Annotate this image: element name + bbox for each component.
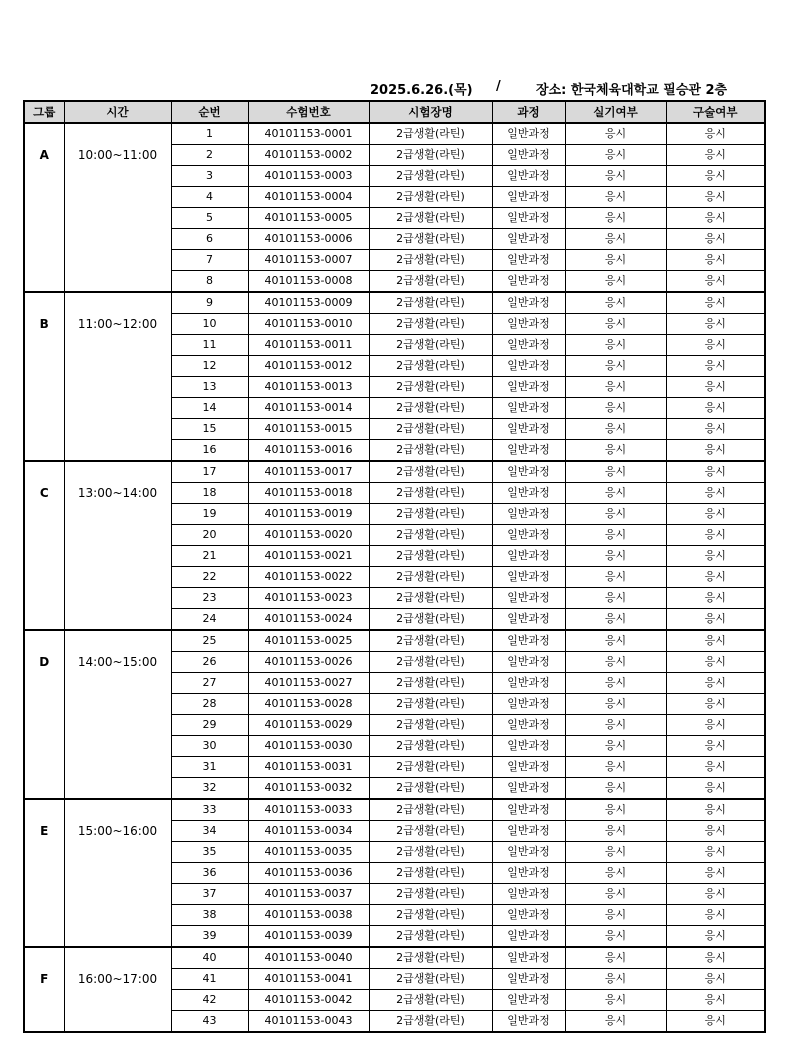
seq-cell: 38 (171, 905, 248, 926)
time-cell: 10:00~11:00 (64, 123, 171, 292)
practical-cell: 응시 (565, 398, 666, 419)
practical-cell: 응시 (565, 609, 666, 631)
seq-cell: 3 (171, 166, 248, 187)
exam-name-cell: 2급생활(라틴) (369, 736, 492, 757)
exam-name-cell: 2급생활(라틴) (369, 356, 492, 377)
oral-cell: 응시 (666, 990, 765, 1011)
exam-number-cell: 40101153-0027 (248, 673, 369, 694)
course-cell: 일반과정 (492, 947, 565, 969)
seq-cell: 9 (171, 292, 248, 314)
oral-cell: 응시 (666, 736, 765, 757)
exam-number-cell: 40101153-0039 (248, 926, 369, 948)
exam-name-cell: 2급생활(라틴) (369, 525, 492, 546)
course-cell: 일반과정 (492, 821, 565, 842)
practical-cell: 응시 (565, 652, 666, 673)
exam-number-cell: 40101153-0029 (248, 715, 369, 736)
group-cell: B (24, 292, 64, 461)
exam-number-cell: 40101153-0009 (248, 292, 369, 314)
practical-cell: 응시 (565, 778, 666, 800)
exam-number-cell: 40101153-0011 (248, 335, 369, 356)
seq-cell: 8 (171, 271, 248, 293)
oral-cell: 응시 (666, 609, 765, 631)
seq-cell: 12 (171, 356, 248, 377)
seq-cell: 14 (171, 398, 248, 419)
practical-cell: 응시 (565, 356, 666, 377)
exam-name-cell: 2급생활(라틴) (369, 440, 492, 462)
practical-cell: 응시 (565, 123, 666, 145)
exam-number-cell: 40101153-0037 (248, 884, 369, 905)
practical-cell: 응시 (565, 588, 666, 609)
course-cell: 일반과정 (492, 863, 565, 884)
exam-number-cell: 40101153-0043 (248, 1011, 369, 1033)
exam-number-cell: 40101153-0036 (248, 863, 369, 884)
exam-number-cell: 40101153-0020 (248, 525, 369, 546)
course-cell: 일반과정 (492, 145, 565, 166)
exam-number-cell: 40101153-0016 (248, 440, 369, 462)
practical-cell: 응시 (565, 208, 666, 229)
exam-name-cell: 2급생활(라틴) (369, 715, 492, 736)
oral-cell: 응시 (666, 145, 765, 166)
seq-cell: 4 (171, 187, 248, 208)
practical-cell: 응시 (565, 715, 666, 736)
oral-cell: 응시 (666, 757, 765, 778)
table-row (24, 799, 765, 821)
exam-number-cell: 40101153-0017 (248, 461, 369, 483)
exam-number-cell: 40101153-0006 (248, 229, 369, 250)
exam-number-cell: 40101153-0002 (248, 145, 369, 166)
seq-cell: 1 (171, 123, 248, 145)
exam-name-cell: 2급생활(라틴) (369, 314, 492, 335)
exam-name-cell: 2급생활(라틴) (369, 630, 492, 652)
exam-name-cell: 2급생활(라틴) (369, 821, 492, 842)
exam-name-cell: 2급생활(라틴) (369, 842, 492, 863)
course-cell: 일반과정 (492, 187, 565, 208)
oral-cell: 응시 (666, 969, 765, 990)
exam-name-cell: 2급생활(라틴) (369, 757, 492, 778)
course-cell: 일반과정 (492, 842, 565, 863)
oral-cell: 응시 (666, 884, 765, 905)
course-cell: 일반과정 (492, 483, 565, 504)
oral-cell: 응시 (666, 715, 765, 736)
exam-name-cell: 2급생활(라틴) (369, 546, 492, 567)
exam-name-cell: 2급생활(라틴) (369, 567, 492, 588)
practical-cell: 응시 (565, 757, 666, 778)
exam-number-cell: 40101153-0014 (248, 398, 369, 419)
exam-number-cell: 40101153-0035 (248, 842, 369, 863)
course-cell: 일반과정 (492, 377, 565, 398)
exam-name-cell: 2급생활(라틴) (369, 694, 492, 715)
practical-cell: 응시 (565, 821, 666, 842)
seq-cell: 2 (171, 145, 248, 166)
col-header-group: 그룹 (24, 101, 64, 123)
oral-cell: 응시 (666, 208, 765, 229)
exam-name-cell: 2급생활(라틴) (369, 377, 492, 398)
exam-name-cell: 2급생활(라틴) (369, 990, 492, 1011)
oral-cell: 응시 (666, 525, 765, 546)
exam-number-cell: 40101153-0008 (248, 271, 369, 293)
seq-cell: 20 (171, 525, 248, 546)
course-cell: 일반과정 (492, 630, 565, 652)
exam-number-cell: 40101153-0023 (248, 588, 369, 609)
seq-cell: 31 (171, 757, 248, 778)
exam-name-cell: 2급생활(라틴) (369, 947, 492, 969)
oral-cell: 응시 (666, 947, 765, 969)
exam-number-cell: 40101153-0025 (248, 630, 369, 652)
oral-cell: 응시 (666, 187, 765, 208)
course-cell: 일반과정 (492, 398, 565, 419)
oral-cell: 응시 (666, 440, 765, 462)
seq-cell: 35 (171, 842, 248, 863)
exam-number-cell: 40101153-0018 (248, 483, 369, 504)
course-cell: 일반과정 (492, 1011, 565, 1033)
exam-name-cell: 2급생활(라틴) (369, 905, 492, 926)
exam-number-cell: 40101153-0034 (248, 821, 369, 842)
seq-cell: 13 (171, 377, 248, 398)
oral-cell: 응시 (666, 546, 765, 567)
course-cell: 일반과정 (492, 250, 565, 271)
oral-cell: 응시 (666, 842, 765, 863)
exam-name-cell: 2급생활(라틴) (369, 673, 492, 694)
seq-cell: 29 (171, 715, 248, 736)
col-header-course: 과정 (492, 101, 565, 123)
oral-cell: 응시 (666, 504, 765, 525)
seq-cell: 33 (171, 799, 248, 821)
practical-cell: 응시 (565, 145, 666, 166)
course-cell: 일반과정 (492, 799, 565, 821)
practical-cell: 응시 (565, 630, 666, 652)
exam-name-cell: 2급생활(라틴) (369, 1011, 492, 1033)
seq-cell: 40 (171, 947, 248, 969)
exam-name-cell: 2급생활(라틴) (369, 778, 492, 800)
seq-cell: 15 (171, 419, 248, 440)
course-cell: 일반과정 (492, 208, 565, 229)
oral-cell: 응시 (666, 123, 765, 145)
practical-cell: 응시 (565, 969, 666, 990)
course-cell: 일반과정 (492, 504, 565, 525)
practical-cell: 응시 (565, 673, 666, 694)
practical-cell: 응시 (565, 271, 666, 293)
course-cell: 일반과정 (492, 335, 565, 356)
seq-cell: 7 (171, 250, 248, 271)
oral-cell: 응시 (666, 377, 765, 398)
seq-cell: 28 (171, 694, 248, 715)
exam-name-cell: 2급생활(라틴) (369, 166, 492, 187)
exam-number-cell: 40101153-0040 (248, 947, 369, 969)
practical-cell: 응시 (565, 525, 666, 546)
exam-name-cell: 2급생활(라틴) (369, 187, 492, 208)
course-cell: 일반과정 (492, 884, 565, 905)
oral-cell: 응시 (666, 271, 765, 293)
oral-cell: 응시 (666, 166, 765, 187)
exam-number-cell: 40101153-0015 (248, 419, 369, 440)
course-cell: 일반과정 (492, 990, 565, 1011)
course-cell: 일반과정 (492, 567, 565, 588)
course-cell: 일반과정 (492, 229, 565, 250)
course-cell: 일반과정 (492, 969, 565, 990)
oral-cell: 응시 (666, 335, 765, 356)
oral-cell: 응시 (666, 314, 765, 335)
col-header-oral: 구술여부 (666, 101, 765, 123)
course-cell: 일반과정 (492, 736, 565, 757)
course-cell: 일반과정 (492, 419, 565, 440)
table-row (24, 123, 765, 145)
col-header-exam-name: 시험장명 (369, 101, 492, 123)
practical-cell: 응시 (565, 926, 666, 948)
exam-name-cell: 2급생활(라틴) (369, 250, 492, 271)
col-header-time: 시간 (64, 101, 171, 123)
exam-number-cell: 40101153-0022 (248, 567, 369, 588)
course-cell: 일반과정 (492, 926, 565, 948)
exam-number-cell: 40101153-0013 (248, 377, 369, 398)
header-separator: / (496, 79, 501, 94)
practical-cell: 응시 (565, 947, 666, 969)
oral-cell: 응시 (666, 419, 765, 440)
practical-cell: 응시 (565, 483, 666, 504)
table-body (24, 123, 765, 1032)
seq-cell: 39 (171, 926, 248, 948)
exam-name-cell: 2급생활(라틴) (369, 504, 492, 525)
table-row (24, 630, 765, 652)
col-header-seq: 순번 (171, 101, 248, 123)
group-cell: D (24, 630, 64, 799)
table-row (24, 292, 765, 314)
exam-number-cell: 40101153-0024 (248, 609, 369, 631)
course-cell: 일반과정 (492, 123, 565, 145)
exam-number-cell: 40101153-0031 (248, 757, 369, 778)
practical-cell: 응시 (565, 736, 666, 757)
seq-cell: 36 (171, 863, 248, 884)
oral-cell: 응시 (666, 863, 765, 884)
practical-cell: 응시 (565, 335, 666, 356)
practical-cell: 응시 (565, 863, 666, 884)
oral-cell: 응시 (666, 799, 765, 821)
exam-name-cell: 2급생활(라틴) (369, 145, 492, 166)
practical-cell: 응시 (565, 250, 666, 271)
seq-cell: 27 (171, 673, 248, 694)
group-cell: E (24, 799, 64, 947)
oral-cell: 응시 (666, 630, 765, 652)
course-cell: 일반과정 (492, 314, 565, 335)
exam-number-cell: 40101153-0021 (248, 546, 369, 567)
practical-cell: 응시 (565, 461, 666, 483)
group-cell: C (24, 461, 64, 630)
exam-name-cell: 2급생활(라틴) (369, 863, 492, 884)
practical-cell: 응시 (565, 314, 666, 335)
exam-number-cell: 40101153-0041 (248, 969, 369, 990)
practical-cell: 응시 (565, 292, 666, 314)
col-header-exam-number: 수험번호 (248, 101, 369, 123)
exam-number-cell: 40101153-0028 (248, 694, 369, 715)
time-cell: 14:00~15:00 (64, 630, 171, 799)
table-row (24, 947, 765, 969)
practical-cell: 응시 (565, 694, 666, 715)
course-cell: 일반과정 (492, 356, 565, 377)
oral-cell: 응시 (666, 926, 765, 948)
seq-cell: 30 (171, 736, 248, 757)
exam-name-cell: 2급생활(라틴) (369, 652, 492, 673)
exam-name-cell: 2급생활(라틴) (369, 969, 492, 990)
practical-cell: 응시 (565, 884, 666, 905)
exam-name-cell: 2급생활(라틴) (369, 229, 492, 250)
exam-number-cell: 40101153-0003 (248, 166, 369, 187)
oral-cell: 응시 (666, 292, 765, 314)
exam-name-cell: 2급생활(라틴) (369, 335, 492, 356)
exam-number-cell: 40101153-0033 (248, 799, 369, 821)
course-cell: 일반과정 (492, 166, 565, 187)
seq-cell: 32 (171, 778, 248, 800)
seq-cell: 22 (171, 567, 248, 588)
oral-cell: 응시 (666, 905, 765, 926)
exam-number-cell: 40101153-0042 (248, 990, 369, 1011)
exam-number-cell: 40101153-0032 (248, 778, 369, 800)
oral-cell: 응시 (666, 398, 765, 419)
exam-name-cell: 2급생활(라틴) (369, 799, 492, 821)
time-cell: 13:00~14:00 (64, 461, 171, 630)
exam-number-cell: 40101153-0004 (248, 187, 369, 208)
schedule-header (0, 79, 793, 99)
oral-cell: 응시 (666, 673, 765, 694)
exam-number-cell: 40101153-0007 (248, 250, 369, 271)
time-cell: 15:00~16:00 (64, 799, 171, 947)
course-cell: 일반과정 (492, 588, 565, 609)
exam-schedule-table (23, 100, 766, 1033)
seq-cell: 19 (171, 504, 248, 525)
time-cell: 11:00~12:00 (64, 292, 171, 461)
practical-cell: 응시 (565, 990, 666, 1011)
seq-cell: 16 (171, 440, 248, 462)
exam-name-cell: 2급생활(라틴) (369, 419, 492, 440)
exam-number-cell: 40101153-0026 (248, 652, 369, 673)
seq-cell: 34 (171, 821, 248, 842)
seq-cell: 6 (171, 229, 248, 250)
oral-cell: 응시 (666, 356, 765, 377)
exam-name-cell: 2급생활(라틴) (369, 208, 492, 229)
course-cell: 일반과정 (492, 757, 565, 778)
exam-name-cell: 2급생활(라틴) (369, 926, 492, 948)
seq-cell: 5 (171, 208, 248, 229)
practical-cell: 응시 (565, 799, 666, 821)
exam-name-cell: 2급생활(라틴) (369, 398, 492, 419)
seq-cell: 25 (171, 630, 248, 652)
course-cell: 일반과정 (492, 715, 565, 736)
course-cell: 일반과정 (492, 546, 565, 567)
oral-cell: 응시 (666, 250, 765, 271)
course-cell: 일반과정 (492, 609, 565, 631)
course-cell: 일반과정 (492, 525, 565, 546)
table-row (24, 461, 765, 483)
exam-number-cell: 40101153-0030 (248, 736, 369, 757)
table-header-row (24, 101, 765, 123)
exam-venue: 장소: 한국체육대학교 필승관 2층 (536, 83, 728, 98)
practical-cell: 응시 (565, 419, 666, 440)
oral-cell: 응시 (666, 567, 765, 588)
practical-cell: 응시 (565, 504, 666, 525)
oral-cell: 응시 (666, 821, 765, 842)
exam-number-cell: 40101153-0038 (248, 905, 369, 926)
practical-cell: 응시 (565, 440, 666, 462)
exam-name-cell: 2급생활(라틴) (369, 461, 492, 483)
oral-cell: 응시 (666, 461, 765, 483)
exam-number-cell: 40101153-0001 (248, 123, 369, 145)
exam-name-cell: 2급생활(라틴) (369, 609, 492, 631)
practical-cell: 응시 (565, 166, 666, 187)
group-cell: A (24, 123, 64, 292)
col-header-practical: 실기여부 (565, 101, 666, 123)
practical-cell: 응시 (565, 842, 666, 863)
course-cell: 일반과정 (492, 271, 565, 293)
seq-cell: 23 (171, 588, 248, 609)
oral-cell: 응시 (666, 652, 765, 673)
practical-cell: 응시 (565, 377, 666, 398)
seq-cell: 41 (171, 969, 248, 990)
seq-cell: 42 (171, 990, 248, 1011)
seq-cell: 37 (171, 884, 248, 905)
practical-cell: 응시 (565, 187, 666, 208)
practical-cell: 응시 (565, 229, 666, 250)
exam-number-cell: 40101153-0010 (248, 314, 369, 335)
practical-cell: 응시 (565, 1011, 666, 1033)
time-cell: 16:00~17:00 (64, 947, 171, 1032)
oral-cell: 응시 (666, 694, 765, 715)
seq-cell: 24 (171, 609, 248, 631)
exam-name-cell: 2급생활(라틴) (369, 483, 492, 504)
seq-cell: 18 (171, 483, 248, 504)
exam-name-cell: 2급생활(라틴) (369, 588, 492, 609)
oral-cell: 응시 (666, 778, 765, 800)
exam-name-cell: 2급생활(라틴) (369, 271, 492, 293)
practical-cell: 응시 (565, 905, 666, 926)
exam-number-cell: 40101153-0012 (248, 356, 369, 377)
group-cell: F (24, 947, 64, 1032)
seq-cell: 43 (171, 1011, 248, 1033)
exam-name-cell: 2급생활(라틴) (369, 884, 492, 905)
oral-cell: 응시 (666, 1011, 765, 1033)
seq-cell: 21 (171, 546, 248, 567)
course-cell: 일반과정 (492, 652, 565, 673)
oral-cell: 응시 (666, 483, 765, 504)
exam-number-cell: 40101153-0019 (248, 504, 369, 525)
course-cell: 일반과정 (492, 461, 565, 483)
course-cell: 일반과정 (492, 694, 565, 715)
oral-cell: 응시 (666, 588, 765, 609)
seq-cell: 10 (171, 314, 248, 335)
practical-cell: 응시 (565, 567, 666, 588)
exam-date: 2025.6.26.(목) (370, 83, 473, 98)
course-cell: 일반과정 (492, 440, 565, 462)
seq-cell: 17 (171, 461, 248, 483)
course-cell: 일반과정 (492, 673, 565, 694)
course-cell: 일반과정 (492, 905, 565, 926)
practical-cell: 응시 (565, 546, 666, 567)
oral-cell: 응시 (666, 229, 765, 250)
seq-cell: 26 (171, 652, 248, 673)
exam-name-cell: 2급생활(라틴) (369, 123, 492, 145)
exam-number-cell: 40101153-0005 (248, 208, 369, 229)
exam-name-cell: 2급생활(라틴) (369, 292, 492, 314)
course-cell: 일반과정 (492, 778, 565, 800)
seq-cell: 11 (171, 335, 248, 356)
course-cell: 일반과정 (492, 292, 565, 314)
